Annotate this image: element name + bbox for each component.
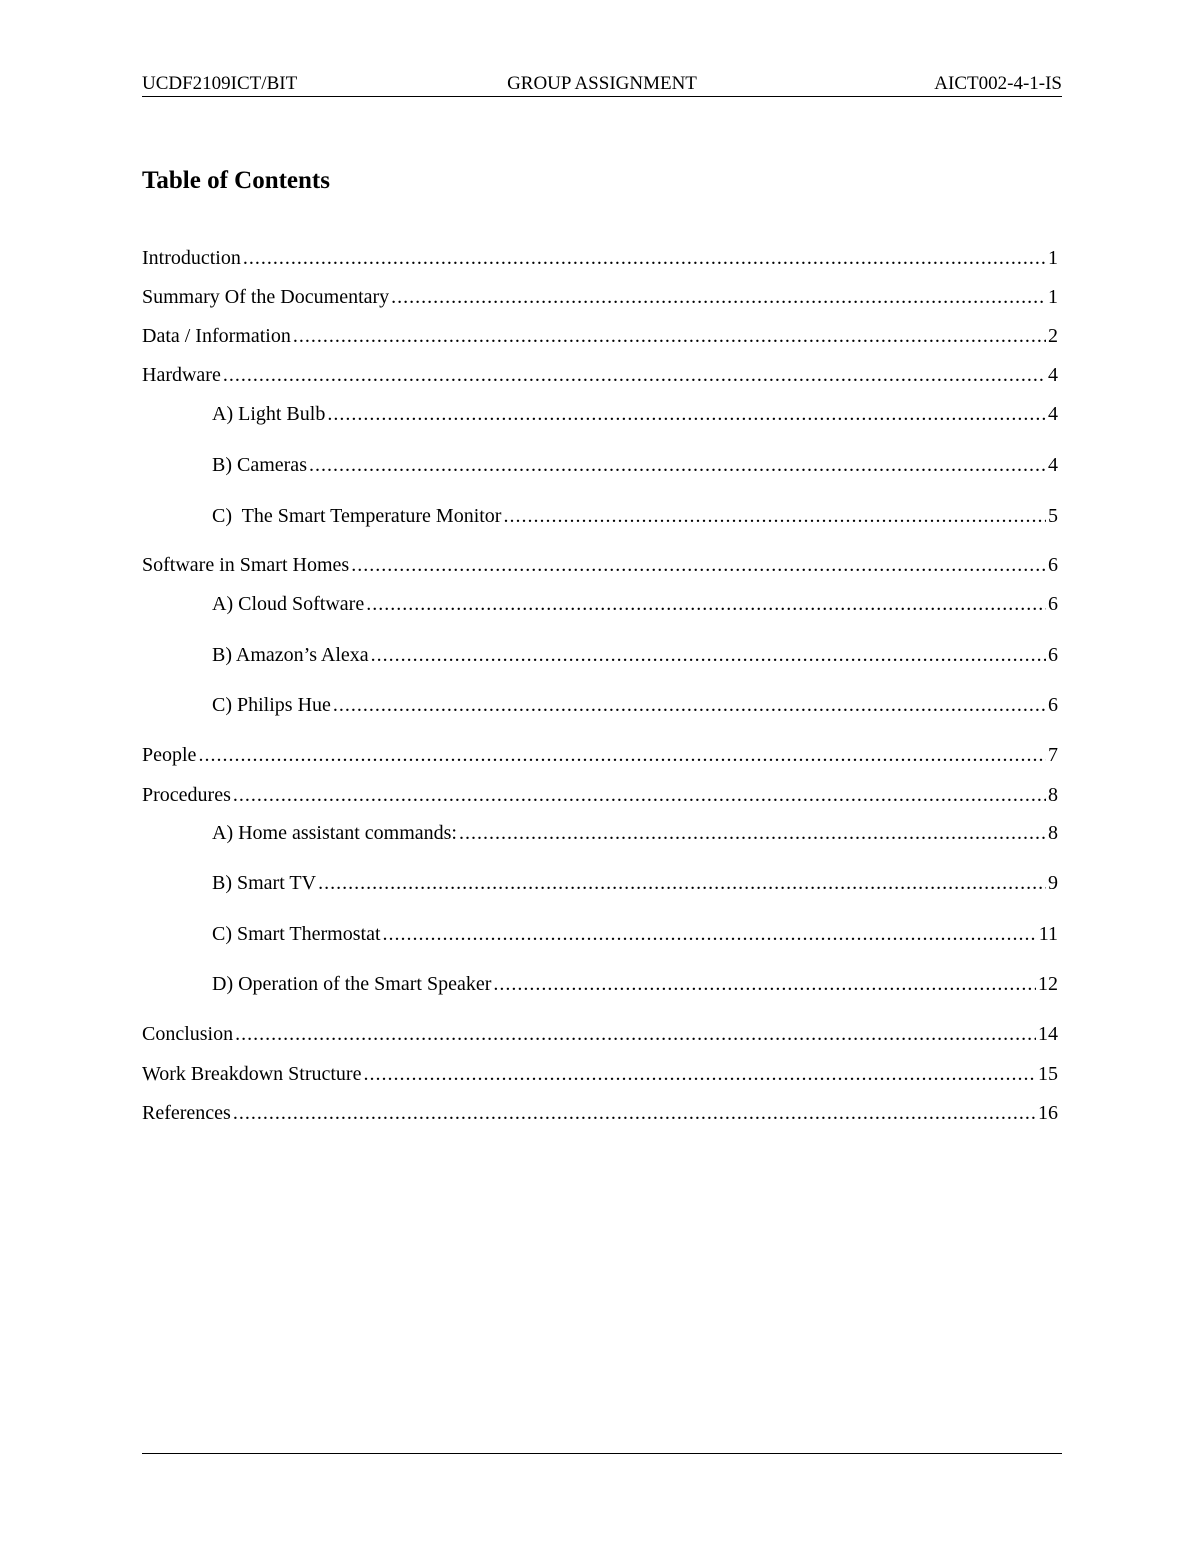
toc-entry-smart-tv[interactable]: [212, 870, 1058, 896]
header-course-code: UCDF2109ICT/BIT: [142, 73, 298, 94]
toc-entry-temperature-monitor[interactable]: [212, 503, 1058, 529]
toc-entry-label: Software in Smart Homes: [142, 554, 350, 576]
toc-entry-page: 16: [1038, 1102, 1058, 1124]
toc-entry-label: A) Home assistant commands:: [212, 822, 457, 844]
toc-entry-page: 6: [1048, 554, 1058, 576]
toc-entry-page: 12: [1038, 973, 1058, 995]
footer-divider: [142, 1453, 1062, 1454]
toc-entry-label: C) Smart Thermostat: [212, 923, 381, 945]
toc-entry-page: 8: [1048, 784, 1058, 806]
toc-entry-page: 1: [1048, 286, 1058, 308]
toc-entry-page: 9: [1048, 872, 1058, 894]
toc-entry-light-bulb[interactable]: [212, 401, 1058, 427]
toc-entry-page: 14: [1038, 1023, 1058, 1045]
toc-entry-page: 2: [1048, 325, 1058, 347]
toc-entry-label: B) Cameras: [212, 454, 307, 476]
toc-entry-label: Conclusion: [142, 1023, 234, 1045]
toc-dot-leader: [233, 1100, 1036, 1126]
toc-dot-leader: [503, 503, 1046, 529]
toc-dot-leader: [223, 362, 1046, 388]
toc-entry-label: People: [142, 744, 197, 766]
toc-entry-page: 7: [1048, 744, 1058, 766]
toc-entry-smart-speaker[interactable]: [212, 971, 1058, 997]
toc-entry-references[interactable]: [142, 1100, 1058, 1126]
toc-entry-page: 6: [1048, 593, 1058, 615]
toc-dot-leader: [318, 870, 1046, 896]
toc-entry-label: Introduction: [142, 247, 241, 269]
toc-entry-label: References: [142, 1102, 231, 1124]
toc-entry-introduction[interactable]: [142, 245, 1058, 271]
toc-entry-people[interactable]: [142, 742, 1058, 768]
toc-entry-page: 5: [1048, 505, 1058, 527]
toc-dot-leader: [233, 782, 1046, 808]
toc-entry-page: 1: [1048, 247, 1058, 269]
toc-entry-page: 11: [1038, 923, 1058, 945]
toc-entry-label: D) Operation of the Smart Speaker: [212, 973, 492, 995]
toc-entry-label: Data / Information: [142, 325, 291, 347]
toc-heading: Table of Contents: [142, 167, 330, 194]
toc-entry-page: 4: [1048, 364, 1058, 386]
toc-dot-leader: [351, 552, 1046, 578]
toc-dot-leader: [327, 401, 1046, 427]
toc-entry-label: C) The Smart Temperature Monitor: [212, 505, 502, 527]
header-assignment-type: GROUP ASSIGNMENT: [507, 73, 697, 94]
toc-entry-label: Summary Of the Documentary: [142, 286, 390, 308]
toc-dot-leader: [363, 1061, 1036, 1087]
toc-entry-label: C) Philips Hue: [212, 694, 331, 716]
toc-entry-philips-hue[interactable]: [212, 692, 1058, 718]
toc-dot-leader: [309, 452, 1046, 478]
toc-dot-leader: [243, 245, 1046, 271]
toc-entry-label: Hardware: [142, 364, 221, 386]
toc-dot-leader: [293, 323, 1046, 349]
toc-dot-leader: [371, 642, 1046, 668]
toc-entry-procedures[interactable]: [142, 782, 1058, 808]
page-header: [142, 72, 1062, 96]
toc-entry-conclusion[interactable]: [142, 1021, 1058, 1047]
toc-entry-label: A) Cloud Software: [212, 593, 365, 615]
toc-entry-data-information[interactable]: [142, 323, 1058, 349]
toc-entry-hardware[interactable]: [142, 362, 1058, 388]
header-divider: [142, 96, 1062, 97]
toc-entry-page: 6: [1048, 694, 1058, 716]
toc-entry-alexa[interactable]: [212, 642, 1058, 668]
toc-dot-leader: [459, 820, 1046, 846]
toc-entry-page: 6: [1048, 644, 1058, 666]
toc-entry-label: A) Light Bulb: [212, 403, 326, 425]
toc-entry-cloud-software[interactable]: [212, 591, 1058, 617]
toc-dot-leader: [493, 971, 1036, 997]
toc-dot-leader: [198, 742, 1046, 768]
toc-entry-page: 4: [1048, 403, 1058, 425]
toc-entry-home-assistant[interactable]: [212, 820, 1058, 846]
toc-entry-label: Work Breakdown Structure: [142, 1063, 362, 1085]
toc-dot-leader: [333, 692, 1046, 718]
toc-entry-label: Procedures: [142, 784, 231, 806]
toc-entry-page: 15: [1038, 1063, 1058, 1085]
toc-entry-cameras[interactable]: [212, 452, 1058, 478]
toc-entry-label: B) Smart TV: [212, 872, 317, 894]
toc-entry-software[interactable]: [142, 552, 1058, 578]
toc-entry-summary[interactable]: [142, 284, 1058, 310]
toc-dot-leader: [383, 921, 1037, 947]
toc-entry-smart-thermostat[interactable]: [212, 921, 1058, 947]
toc-entry-label: B) Amazon’s Alexa: [212, 644, 369, 666]
toc-entry-work-breakdown[interactable]: [142, 1061, 1058, 1087]
header-module-code: AICT002-4-1-IS: [934, 73, 1062, 94]
toc-dot-leader: [391, 284, 1046, 310]
toc-dot-leader: [366, 591, 1046, 617]
toc-dot-leader: [235, 1021, 1036, 1047]
toc-entry-page: 4: [1048, 454, 1058, 476]
toc-entry-page: 8: [1048, 822, 1058, 844]
